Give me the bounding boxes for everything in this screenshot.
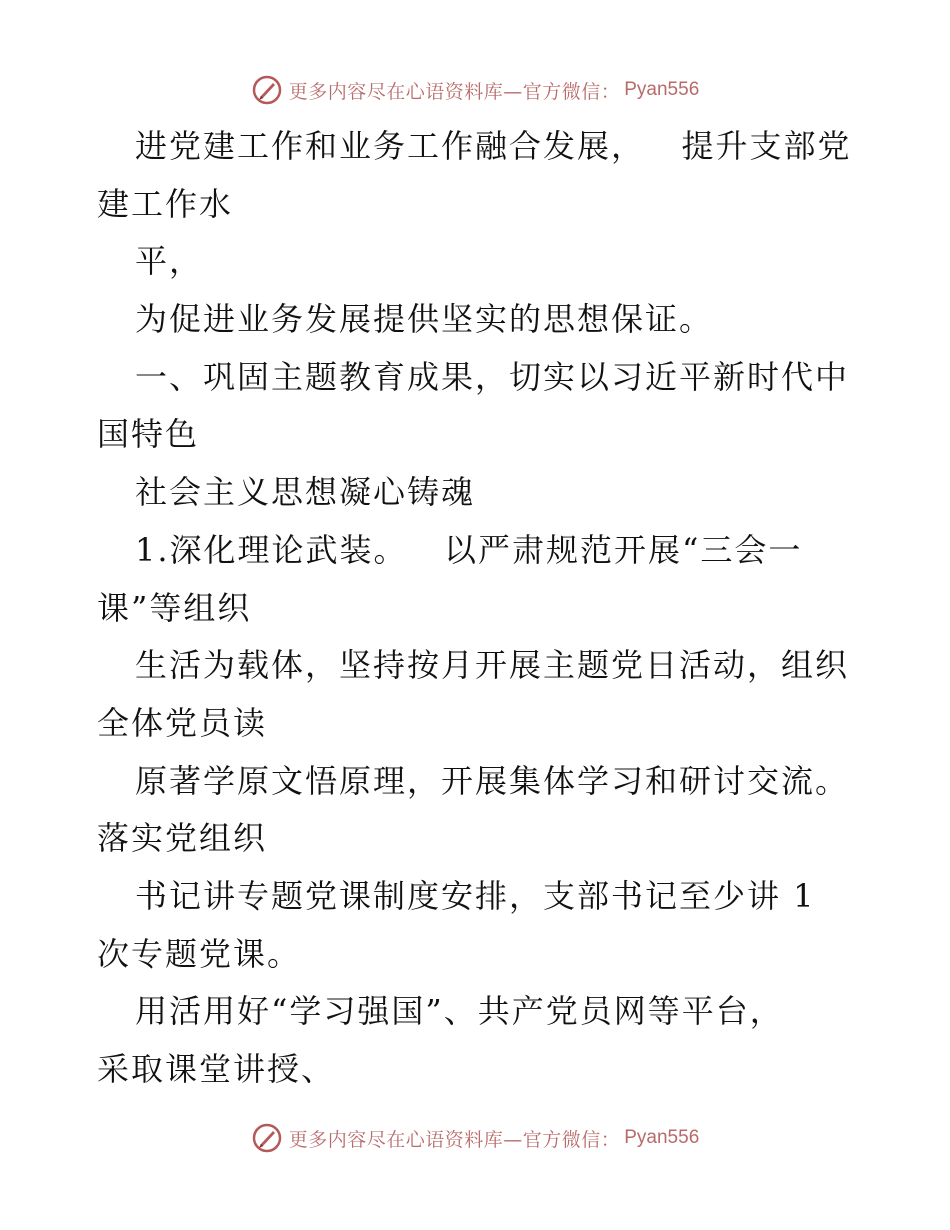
text-line: 落实党组织 xyxy=(97,819,268,858)
document-body xyxy=(97,118,867,1099)
text-line: 平， xyxy=(135,242,204,281)
text-line: 进党建工作和业务工作融合发展， 提升支部党 xyxy=(135,127,852,165)
pen-logo-icon xyxy=(251,1122,283,1154)
footer-banner xyxy=(0,1118,950,1158)
pen-logo-icon xyxy=(251,74,283,106)
text-line: 社会主义思想凝心铸魂 xyxy=(135,473,476,512)
text-line: 1.深化理论武装。 以严肃规范开展“三会一 xyxy=(135,530,803,569)
header-banner xyxy=(0,70,950,110)
text-line: 一、巩固主题教育成果，切实以习近平新时代中 xyxy=(135,357,850,396)
text-line: 用活用好“学习强国”、共产党员网等平台， xyxy=(135,992,784,1031)
text-line: 书记讲专题党课制度安排，支部书记至少讲 1 xyxy=(135,876,816,915)
header-site-text: 更多内容尽在心语资料库—官方微信： xyxy=(288,80,621,103)
text-line: 课”等组织 xyxy=(97,588,252,627)
text-line: 为促进业务发展提供坚实的思想保证。 xyxy=(135,300,714,339)
footer-wechat-id: Pyan556 xyxy=(624,1127,700,1148)
text-line: 次专题党课。 xyxy=(97,934,302,973)
text-line: 生活为载体，坚持按月开展主题党日活动，组织 xyxy=(135,646,850,685)
header-wechat-id: Pyan556 xyxy=(624,79,700,100)
footer-site-text: 更多内容尽在心语资料库—官方微信： xyxy=(288,1128,621,1151)
text-line: 建工作水 xyxy=(97,184,234,223)
text-line: 国特色 xyxy=(97,415,200,454)
text-line: 采取课堂讲授、 xyxy=(97,1050,336,1088)
text-line: 全体党员读 xyxy=(97,703,268,742)
text-line: 原著学原文悟原理，开展集体学习和研讨交流。 xyxy=(135,761,850,800)
